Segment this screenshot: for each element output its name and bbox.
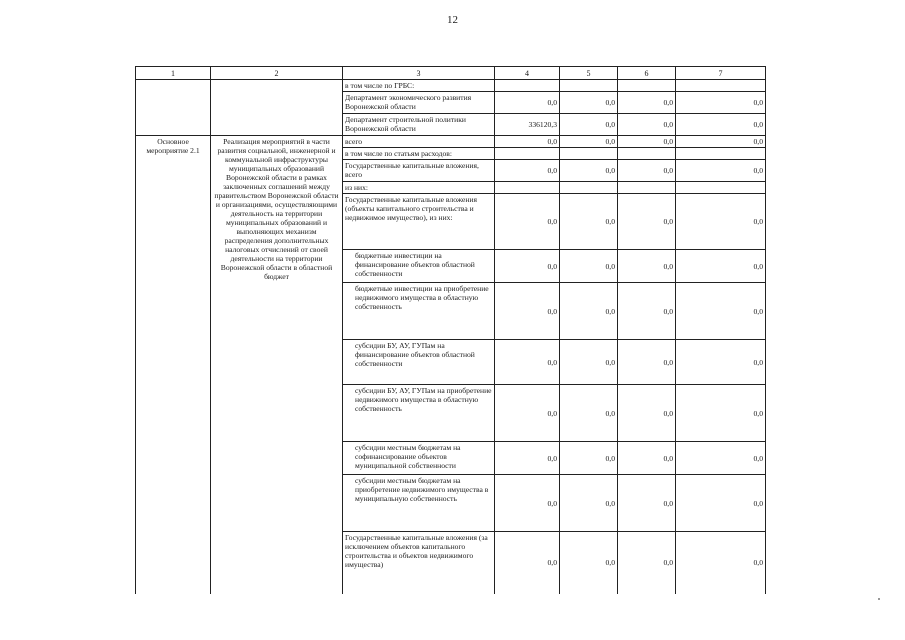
- value-cell: 0,0: [560, 194, 618, 250]
- value-cell: 0,0: [618, 475, 676, 532]
- value-cell: 0,0: [495, 160, 560, 182]
- row-label: Департамент строительной политики Воронежской области: [343, 114, 495, 136]
- value-cell: 0,0: [618, 442, 676, 475]
- value-cell: 0,0: [618, 385, 676, 442]
- value-cell: [495, 182, 560, 194]
- value-cell: [560, 182, 618, 194]
- value-cell: 0,0: [560, 283, 618, 340]
- value-cell: 0,0: [495, 385, 560, 442]
- budget-table: [135, 66, 766, 594]
- value-cell: 0,0: [560, 340, 618, 385]
- value-cell: 0,0: [618, 160, 676, 182]
- value-cell: 0,0: [618, 136, 676, 148]
- header-cell: 6: [618, 67, 676, 80]
- value-cell: 0,0: [495, 283, 560, 340]
- row-label: субсидии местным бюджетам на софинансирование объектов муниципальной собственности: [343, 442, 495, 475]
- value-cell: [676, 80, 766, 92]
- value-cell: 0,0: [618, 114, 676, 136]
- value-cell: 0,0: [560, 250, 618, 283]
- value-cell: 0,0: [560, 442, 618, 475]
- empty-code-cell: [136, 80, 211, 136]
- row-label: бюджетные инвестиции на приобретение недвижимого имущества в областную собственность: [343, 283, 495, 340]
- value-cell: [676, 182, 766, 194]
- row-label: Государственные капитальные вложения (за исключением объектов капитального строительства и объектов недвижимого имущества): [343, 532, 495, 594]
- value-cell: 0,0: [676, 532, 766, 594]
- scan-speck: [878, 598, 880, 600]
- value-cell: 0,0: [676, 92, 766, 114]
- value-cell: 0,0: [676, 340, 766, 385]
- row-label: из них:: [343, 182, 495, 194]
- empty-name-cell: [211, 80, 343, 136]
- row-label: Государственные капитальные вложения, всего: [343, 160, 495, 182]
- header-cell: 2: [211, 67, 343, 80]
- value-cell: 0,0: [495, 136, 560, 148]
- value-cell: [618, 148, 676, 160]
- row-label: Департамент экономического развития Воронежской области: [343, 92, 495, 114]
- value-cell: 0,0: [560, 532, 618, 594]
- value-cell: 0,0: [560, 160, 618, 182]
- row-label: бюджетные инвестиции на финансирование объектов областной собственности: [343, 250, 495, 283]
- value-cell: 0,0: [560, 385, 618, 442]
- value-cell: 0,0: [676, 136, 766, 148]
- row-label: субсидии БУ, АУ, ГУПам на приобретение недвижимого имущества в областную собственность: [343, 385, 495, 442]
- value-cell: 0,0: [618, 92, 676, 114]
- value-cell: [560, 80, 618, 92]
- value-cell: 0,0: [560, 475, 618, 532]
- header-cell: 7: [676, 67, 766, 80]
- value-cell: [618, 182, 676, 194]
- row-label: Государственные капитальные вложения (объекты капитального строительства и недвижимое имущество), из них:: [343, 194, 495, 250]
- value-cell: 0,0: [676, 385, 766, 442]
- header-cell: 1: [136, 67, 211, 80]
- value-cell: 0,0: [495, 442, 560, 475]
- row-label: в том числе по ГРБС:: [343, 80, 495, 92]
- header-cell: 4: [495, 67, 560, 80]
- value-cell: 0,0: [495, 92, 560, 114]
- value-cell: [495, 148, 560, 160]
- table-row: [136, 136, 766, 148]
- value-cell: 0,0: [495, 340, 560, 385]
- value-cell: 0,0: [618, 283, 676, 340]
- event-name-cell: Реализация мероприятий в части развития социальной, инженерной и коммунальной инфраструктуры муниципальных образований Воронежской области в рамках заключенных соглашений между правительством Воронежской области и организациями, осуществляющими деятельность на территории муниципальных образований и выполняющих механизм распределения дополнительных налоговых отчислений от своей деятельности на территории Воронежской области в областной бюджет: [211, 136, 343, 594]
- row-label: всего: [343, 136, 495, 148]
- page-number: 12: [447, 14, 458, 26]
- value-cell: 0,0: [676, 283, 766, 340]
- value-cell: 0,0: [676, 160, 766, 182]
- value-cell: 0,0: [495, 194, 560, 250]
- value-cell: 0,0: [618, 532, 676, 594]
- header-cell: 5: [560, 67, 618, 80]
- row-label: субсидии БУ, АУ, ГУПам на финансирование объектов областной собственности: [343, 340, 495, 385]
- value-cell: 0,0: [676, 250, 766, 283]
- value-cell: 0,0: [495, 250, 560, 283]
- header-cell: 3: [343, 67, 495, 80]
- value-cell: 0,0: [495, 475, 560, 532]
- value-cell: 0,0: [560, 136, 618, 148]
- value-cell: 0,0: [560, 114, 618, 136]
- value-cell: 0,0: [676, 442, 766, 475]
- value-cell: 0,0: [618, 250, 676, 283]
- value-cell: 0,0: [676, 114, 766, 136]
- value-cell: 0,0: [495, 532, 560, 594]
- value-cell: 0,0: [618, 194, 676, 250]
- row-label: субсидии местным бюджетам на приобретение недвижимого имущества в муниципальную собственность: [343, 475, 495, 532]
- value-cell: [560, 148, 618, 160]
- value-cell: [495, 80, 560, 92]
- table-row: [136, 80, 766, 92]
- value-cell: [618, 80, 676, 92]
- value-cell: 0,0: [676, 475, 766, 532]
- row-label: в том числе по статьям расходов:: [343, 148, 495, 160]
- value-cell: 0,0: [618, 340, 676, 385]
- value-cell: 0,0: [676, 194, 766, 250]
- value-cell: [676, 148, 766, 160]
- header-row: [136, 67, 766, 80]
- value-cell: 0,0: [560, 92, 618, 114]
- event-code-cell: Основное мероприятие 2.1: [136, 136, 211, 594]
- value-cell: 336120,3: [495, 114, 560, 136]
